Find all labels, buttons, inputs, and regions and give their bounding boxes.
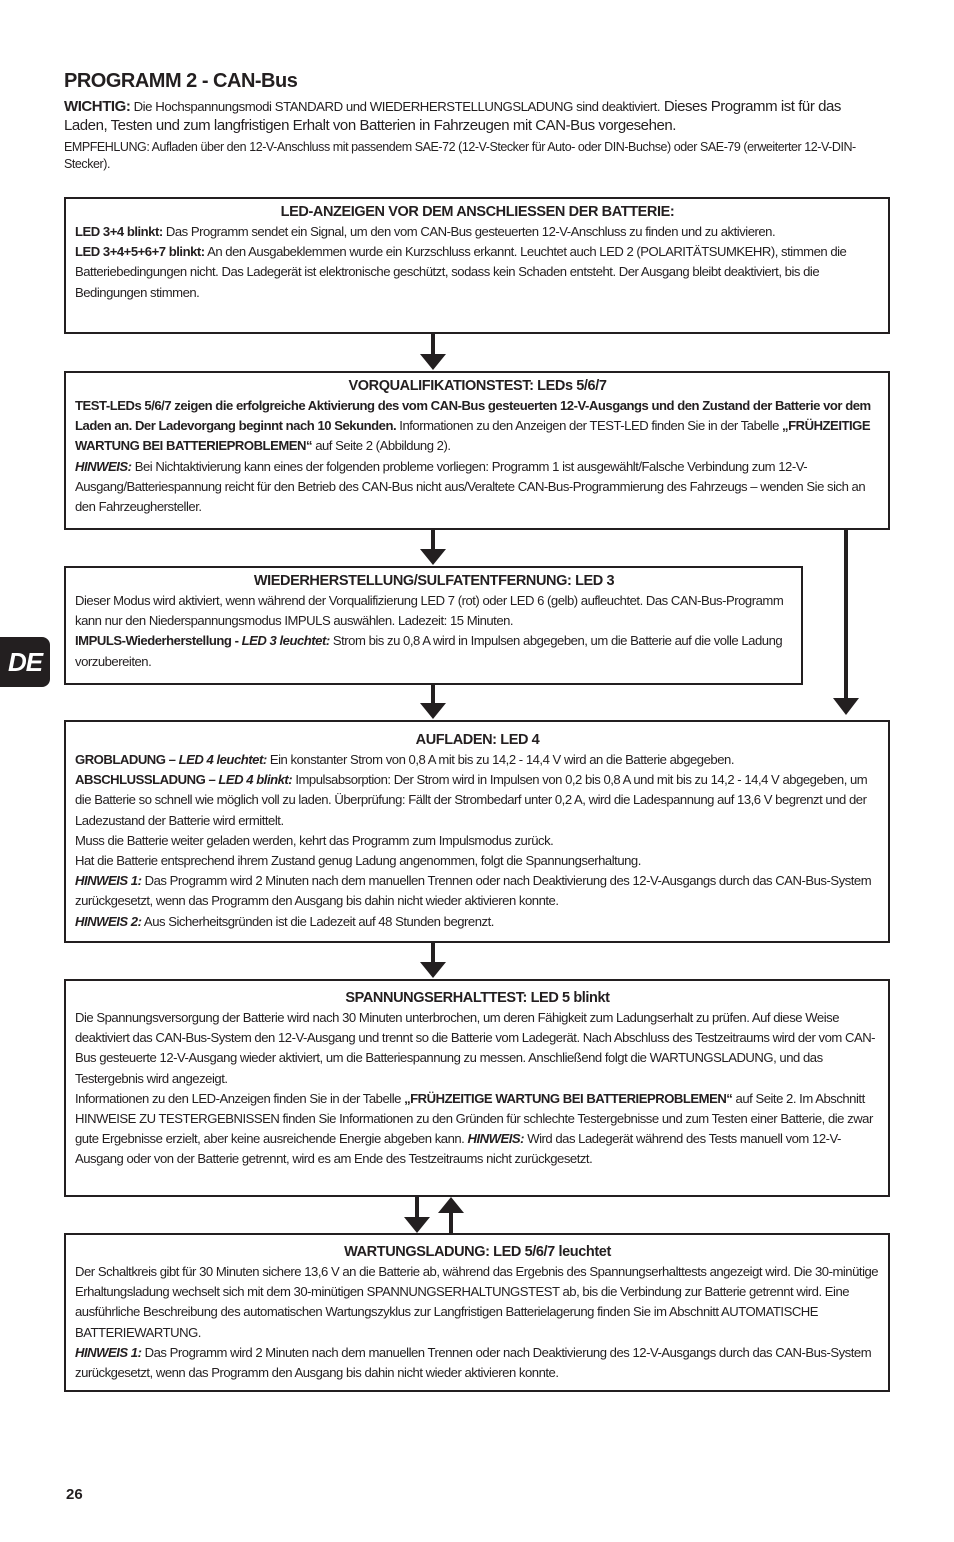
wartung-hinweis1-label: HINWEIS 1: [75,1344,142,1360]
grob-led: LED 4 leuchtet: [178,752,267,767]
box-wartungsladung-hinweis1 [75,1343,880,1383]
led34567-label: LED 3+4+5+6+7 blinkt: [75,244,205,260]
grob-text: Ein konstanter Strom von 0,8 A mit bis zu 14,2 - 14,4 V wird an die Batterie abgegeben. [266,752,734,767]
absch-led: LED 4 blinkt: [218,772,293,788]
box-aufladen-heading: AUFLADEN: LED 4 [415,732,540,748]
box-wartungsladung-text1: Der Schaltkreis gibt für 30 Minuten sichere 13,6 V an die Batterie ab, während das Ergebnis des Spannungserhalttests angezeigt wird. Die 30-minütige Erhaltungsladung wechselt sich mit dem 30-minütigen SPANNUNGSERHALTUNGSTEST ab, bis die Verbindung zur Batterie getrennt wird. Eine ausführliche Beschreibung des automatischen Wartungszyklus zur Langfristigen Batterielagerung finden Sie im Abschnitt AUTOMATISCHE BATTERIEWARTUNG. [75,1264,879,1340]
box-wiederherstellung-text1: Dieser Modus wird aktiviert, wenn während der Vorqualifizierung LED 7 (rot) oder LED 6 (gelb) aufleuchtet. Das CAN-Bus-Programm kann nur den Niederspannungsmodus IMPULS auswählen. Ladezeit: 15 Minuten. [75,593,784,629]
spannung-hinweis-text: Wird das Ladegerät während des Tests manuell vom 12-V-Ausgang oder von der Batterie getrennt, wird es am Ende des Testzeitraums nicht zurückgesetzt. [75,1131,841,1167]
box-aufladen-muss: Muss die Batterie weiter geladen werden, kehrt das Programm zum Impulsmodus zurück. [75,832,554,848]
box-led-anzeigen-line2 [75,242,880,303]
box-vorqualifikation-heading: VORQUALIFIKATIONSTEST: LEDs 5/6/7 [348,378,607,394]
box-led-anzeigen [64,197,890,334]
box-led-anzeigen-heading: LED-ANZEIGEN VOR DEM ANSCHLIESSEN DER BATTERIE: [280,204,675,220]
led34-text: Das Programm sendet ein Signal, um den vom CAN-Bus gesteuerten 12-V-Anschluss zu finden und zu aktivieren. [162,224,776,239]
hinweis-label: HINWEIS: [75,458,132,474]
absch-label: ABSCHLUSSLADUNG – [75,772,219,788]
impuls-label: IMPULS-Wiederherstellung - [75,633,242,649]
hinweis-text: Bei Nichtaktivierung kann eines der folgenden probleme vorliegen: Programm 1 ist ausgewählt/Falsche Verbindung zum 12-V-Ausgang/Batteriespannung reicht für den Betrieb des CAN-Bus nicht aus/Veraltete CAN-Bus-Programmierung des Fahrzeugs – wenden Sie sich an den Fahrzeughersteller. [75,458,866,515]
absch-text: Impulsabsorption: Der Strom wird in Impulsen von 0,2 bis 0,8 A und mit bis zu 14,2 - 14,4 V abgegeben, um die Batterie so schnell wie möglich voll zu laden. Überprüfung: Fällt der Strombedarf unter 0,2 A, wird die Ladespannung auf 13,6 V begrenzt und der Ladezustand der Batterie wird ermittelt. [75,772,868,828]
arrow-down-icon [419,530,447,566]
box-led-anzeigen-line1 [75,222,880,242]
box-aufladen-absch [75,770,880,831]
box-vorqualifikation [64,371,890,530]
test-leds-bold: TEST-LEDs 5/6/7 zeigen die erfolgreiche Aktivierung des vom CAN-Bus gesteuerten 12-V-Ausgangs und den Zustand der Batterie vor dem Laden an. Der Ladevorgang beginnt nach 10 Sekunden. [75,398,871,434]
box-wartungsladung [64,1233,890,1392]
intro-section [64,97,884,173]
arrow-down-icon [419,334,447,371]
box-spannungserhalttest-text1: Die Spannungsversorgung der Batterie wird nach 30 Minuten unterbrochen, um deren Fähigkeit zum Ladungserhalt zu prüfen. Auf diese Weise deaktiviert das CAN-Bus-System den 12-V-Ausgang und trennt so die Batterie vom Ladegerät. Nach Abschluss des Testzeitraums wird der vom CAN-Bus gesteuerte 12-V-Ausgang wieder aktiviert, um die Batteriespannung zu messen. Anschließend folgt die WARTUNGSLADUNG, und das Testergebnis wird angezeigt. [75,1010,876,1086]
impuls-led: LED 3 leuchtet: [241,633,330,649]
grob-label: GROBLADUNG – [75,752,179,767]
led34567-text: An den Ausgabeklemmen wurde ein Kurzschluss erkannt. Leuchtet auch LED 2 (POLARITÄTSUMKEHR), stimmen die Batteriebedingungen nicht. Das Ladegerät ist elektronische geschützt, sodass kein Schaden entsteht. Der Ausgang bleibt deaktiviert, bis die Bedingungen stimmen. [75,244,847,300]
test-leds-table-ref: „FRÜHZEITIGE WARTUNG BEI BATTERIEPROBLEMEN“ [75,418,871,454]
hinweis1-label: HINWEIS 1: [75,873,142,889]
box-aufladen-grob [75,750,880,770]
page-title: PROGRAMM 2 - CAN-Bus [64,70,298,92]
spannung-table-ref: „FRÜHZEITIGE WARTUNG BEI BATTERIEPROBLEMEN“ [404,1090,733,1106]
box-spannungserhalttest-heading: SPANNUNGSERHALTTEST: LED 5 blinkt [345,990,610,1006]
led34-label: LED 3+4 blinkt: [75,224,163,239]
box-wiederherstellung [64,566,803,685]
box-aufladen [64,720,890,943]
hinweis2-label: HINWEIS 2: [75,913,142,929]
box-aufladen-hat: Hat die Batterie entsprechend ihrem Zustand genug Ladung angenommen, folgt die Spannungserhaltung. [75,853,641,869]
hinweis1-text: Das Programm wird 2 Minuten nach dem manuellen Trennen oder nach Deaktivierung des 12-V-Ausgangs durch das CAN-Bus-System zurückgesetzt, wenn das Programm den Ausgang bis dahin nicht wieder aktivieren konnte. [75,873,872,909]
spannung-text2b: auf Seite 2. Im Abschnitt HINWEISE ZU TESTERGEBNISSEN finden Sie Informationen zu den Gründen für schlechte Testergebnisse und zum Testen einer Batterie, die zwar gute Ergebnisse erzielt, aber keine ausreichende Energie abgeben kann. [75,1090,873,1147]
wichtig-paragraph [64,97,884,135]
language-tab: DE [0,637,50,687]
box-vorqualifikation-hinweis [75,457,880,518]
cycle-arrows-icon [403,1197,465,1233]
box-vorqualifikation-body [75,396,880,457]
spannung-text2a: Informationen zu den LED-Anzeigen finden Sie in der Tabelle [75,1090,405,1106]
arrow-down-icon [419,943,447,979]
test-leds-text1: Informationen zu den Anzeigen der TEST-LED finden Sie in der Tabelle [396,418,783,434]
arrow-down-icon [419,685,447,720]
wichtig-big-text: Dieses Programm ist für das Laden, Testen und zum langfristigen Erhalt von Batterien in Fahrzeugen mit CAN-Bus vorgesehen. [64,98,841,134]
test-leds-text2: auf Seite 2 (Abbildung 2). [312,438,451,454]
wichtig-text: Die Hochspannungsmodi STANDARD und WIEDERHERSTELLUNGSLADUNG sind deaktiviert. [130,99,661,114]
box-spannungserhalttest [64,979,890,1197]
wichtig-label: WICHTIG: [64,98,131,115]
hinweis2-text: Aus Sicherheitsgründen ist die Ladezeit auf 48 Stunden begrenzt. [141,913,494,929]
bypass-arrow-down-icon [832,530,860,716]
box-aufladen-hinweis1 [75,871,880,911]
wartung-hinweis1-text: Das Programm wird 2 Minuten nach dem manuellen Trennen oder nach Deaktivierung des 12-V-Ausgangs durch das CAN-Bus-System zurückgesetzt, wenn das Programm den Ausgang bis dahin nicht wieder aktivieren konnte. [75,1344,872,1381]
empfehlung-text: EMPFEHLUNG: Aufladen über den 12-V-Anschluss mit passendem SAE-72 (12-V-Stecker für Auto- oder DIN-Buchse) oder SAE-79 (erweiterter 12-V-DIN-Stecker). [64,140,856,171]
box-wartungsladung-heading: WARTUNGSLADUNG: LED 5/6/7 leuchtet [344,1244,611,1260]
box-aufladen-hinweis2 [75,912,880,932]
box-wiederherstellung-heading: WIEDERHERSTELLUNG/SULFATENTFERNUNG: LED 3 [253,573,615,589]
box-spannungserhalttest-text2 [75,1089,880,1170]
box-wiederherstellung-impuls [75,631,793,671]
page-number: 26 [66,1486,83,1503]
spannung-hinweis-label: HINWEIS: [467,1131,525,1147]
impuls-text: Strom bis zu 0,8 A wird in Impulsen abgegeben, um die Batterie auf die volle Ladung vorzubereiten. [75,633,783,669]
